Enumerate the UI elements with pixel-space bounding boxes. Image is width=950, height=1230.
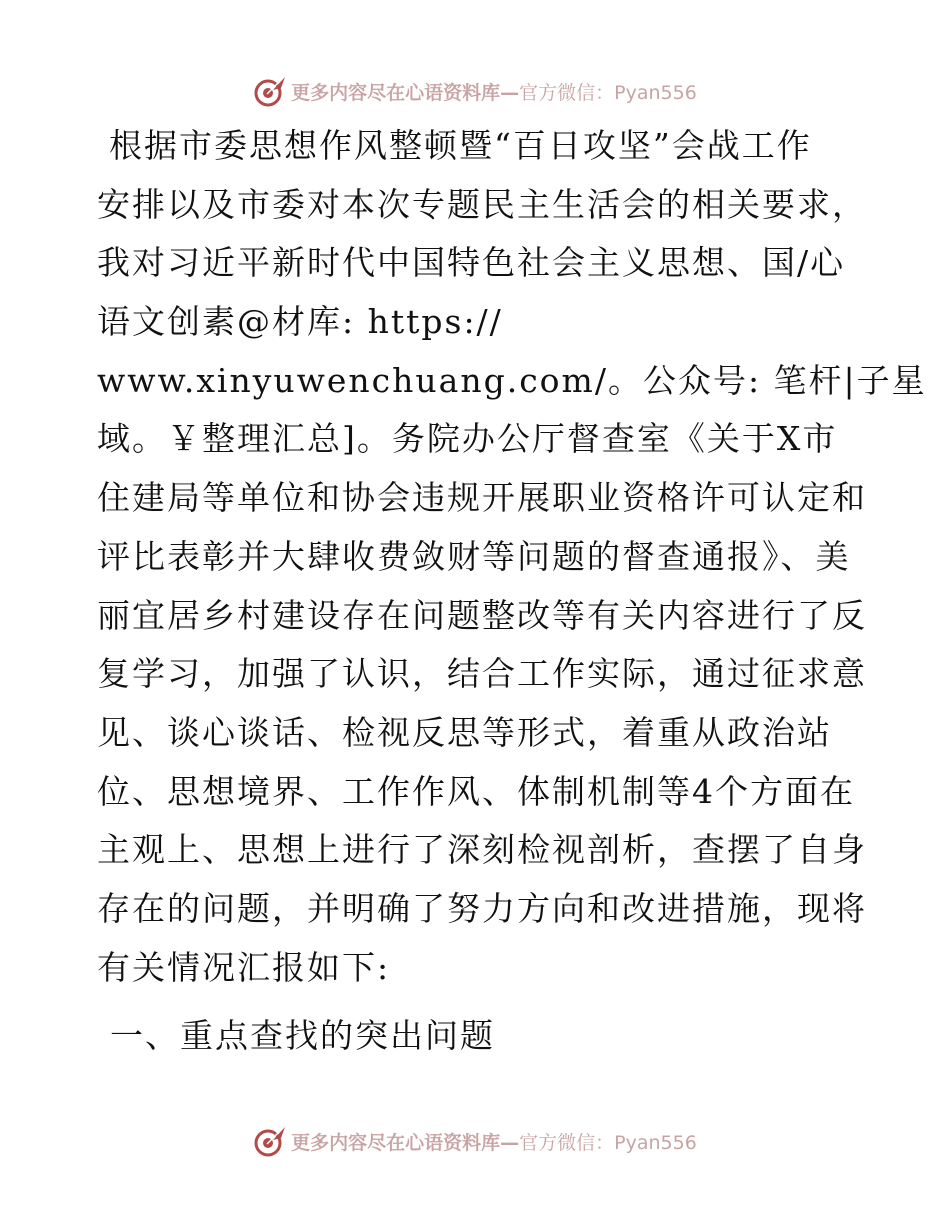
paragraph-line: 存在的问题，并明确了努力方向和改进措施，现将 <box>97 888 867 928</box>
paragraph-line: 语文创素@材库: https:// <box>97 302 503 342</box>
paragraph-line: 评比表彰并大肆收费敛财等问题的督查通报》、美 <box>97 536 851 576</box>
paragraph-line: 根据市委思想作风整顿暨“百日攻坚”会战工作 <box>109 126 812 165</box>
footer-banner <box>0 1121 950 1161</box>
feather-logo-icon <box>253 1124 287 1158</box>
paragraph-line: 域。￥整理汇总]。务院办公厅督查室《关于X市 <box>97 419 838 459</box>
paragraph-line: 住建局等单位和协会违规开展职业资格许可认定和 <box>97 478 867 518</box>
paragraph-line: 位、思想境界、工作作风、体制机制等4个方面在 <box>97 771 855 811</box>
paragraph-line: 有关情况汇报如下: <box>97 947 391 987</box>
section-heading: 一、重点查找的突出问题 <box>110 1016 495 1055</box>
header-banner <box>0 71 950 111</box>
paragraph-line: 见、谈心谈话、检视反思等形式，着重从政治站 <box>97 712 832 752</box>
banner-text <box>291 78 697 105</box>
paragraph-line: 主观上、思想上进行了深刻检视剖析，查摆了自身 <box>97 830 867 870</box>
paragraph-line: www.xinyuwenchuang.com/。公众号: 笔杆|子星 <box>97 360 927 400</box>
feather-logo-icon <box>253 74 287 108</box>
banner-text <box>291 1128 697 1155</box>
banner-wechat-text: 官方微信：Pyan556 <box>519 81 697 104</box>
banner-wechat-text: 官方微信：Pyan556 <box>519 1131 697 1154</box>
document-body <box>97 117 927 997</box>
paragraph-line: 复学习，加强了认识，结合工作实际，通过征求意 <box>97 654 867 694</box>
paragraph-line: 安排以及市委对本次专题民主生活会的相关要求， <box>97 184 867 224</box>
banner-main-text: 更多内容尽在心语资料库— <box>291 81 520 104</box>
paragraph-line: 丽宜居乡村建设存在问题整改等有关内容进行了反 <box>97 595 867 635</box>
banner-main-text: 更多内容尽在心语资料库— <box>291 1131 520 1154</box>
paragraph-line: 我对习近平新时代中国特色社会主义思想、国/心 <box>97 243 846 283</box>
